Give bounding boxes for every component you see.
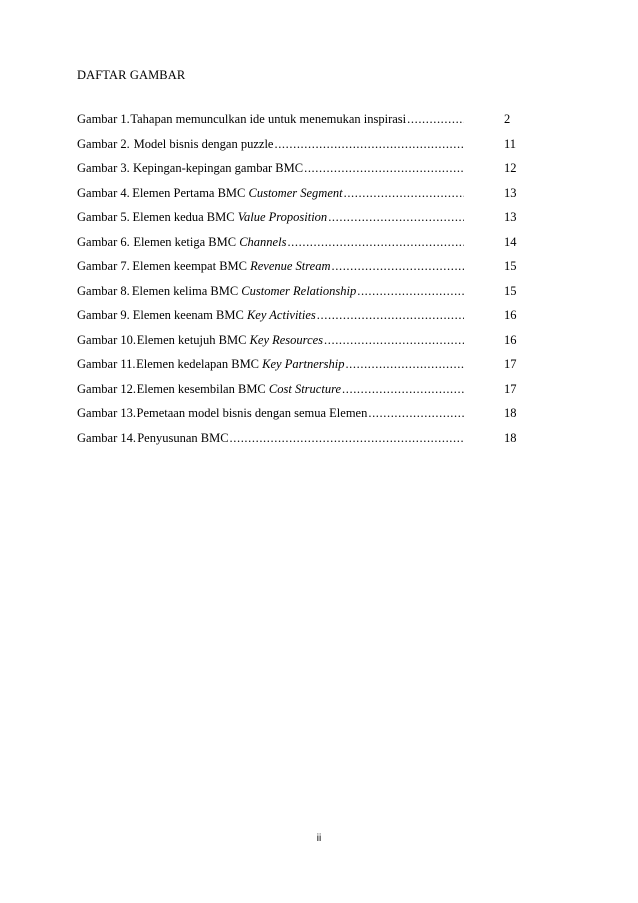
dot-leader [407, 109, 464, 129]
figure-label: Gambar 10. [77, 332, 137, 347]
figure-title [134, 134, 274, 154]
figure-label: Gambar 4. [77, 185, 130, 200]
list-item [77, 379, 517, 404]
figure-title-plain: Elemen kelima BMC [131, 283, 242, 298]
page-number: 16 [504, 332, 517, 347]
dot-leader [287, 232, 464, 252]
entry-text [77, 134, 464, 154]
list-item [77, 183, 517, 208]
page-number: 17 [504, 381, 517, 396]
figure-title [132, 183, 342, 203]
entry-text [77, 379, 464, 399]
list-item [77, 428, 517, 453]
dot-leader [345, 354, 464, 374]
figure-title-plain: Penyusunan BMC [137, 430, 229, 445]
dot-leader [324, 330, 464, 350]
entry-text [77, 428, 464, 448]
list-item [77, 109, 517, 134]
figure-title [133, 207, 328, 227]
dot-leader [317, 305, 464, 325]
entry-text [77, 256, 464, 276]
figure-title-italic: Key Partnership [262, 357, 345, 371]
figure-label: Gambar 5. [77, 210, 130, 224]
figure-title-plain: Elemen kesembilan BMC [136, 381, 269, 396]
figure-label: Gambar 12. [77, 381, 137, 396]
figure-title-plain: Model bisnis dengan puzzle [133, 136, 274, 151]
figure-title-italic: Revenue Stream [250, 259, 331, 273]
dot-leader [274, 134, 464, 154]
figure-title-italic: Cost Structure [268, 381, 342, 396]
page-folio: ii [316, 833, 322, 844]
figure-title-plain: Elemen ketiga BMC [133, 234, 240, 249]
figure-title [137, 379, 341, 399]
entry-text [77, 207, 464, 227]
page-number: 12 [504, 161, 517, 175]
figure-label: Gambar 1. [77, 112, 130, 126]
figure-title [132, 281, 356, 301]
entry-text [77, 403, 464, 423]
entry-text [77, 183, 464, 203]
page-number: 14 [504, 234, 517, 249]
page-number: 15 [504, 283, 517, 298]
list-item [77, 232, 517, 257]
figure-title-italic: Customer Segment [248, 185, 343, 200]
figure-label: Gambar 14. [77, 430, 137, 445]
list-item [77, 256, 517, 281]
dot-leader [368, 403, 464, 423]
list-item [77, 305, 517, 330]
figure-label: Gambar 11. [77, 357, 136, 371]
list-item [77, 134, 517, 159]
figure-label: Gambar 7. [77, 259, 130, 273]
entry-text [77, 305, 464, 325]
dot-leader [328, 207, 464, 227]
entry-text [77, 109, 464, 129]
figure-title-plain: Elemen kedelapan BMC [136, 357, 263, 371]
figure-title [132, 256, 330, 276]
dot-leader [304, 158, 464, 178]
figure-label: Gambar 9. [77, 308, 130, 322]
figure-title [137, 428, 228, 448]
list-item [77, 281, 517, 306]
entry-text [77, 354, 464, 374]
dot-leader [357, 281, 464, 301]
figure-label: Gambar 8. [77, 283, 130, 298]
figure-title [133, 305, 316, 325]
dot-leader [342, 379, 464, 399]
figure-title-italic: Key Activities [246, 308, 316, 322]
page-number: 15 [504, 259, 517, 273]
figure-title-plain: Elemen ketujuh BMC [136, 332, 250, 347]
figure-title [137, 403, 368, 423]
page-number: 13 [504, 185, 517, 200]
figure-title [133, 232, 286, 252]
figure-title-italic: Value Proposition [237, 210, 328, 224]
figure-title [130, 109, 406, 129]
figure-label: Gambar 3. [77, 161, 130, 175]
entry-text [77, 281, 464, 301]
list-item [77, 158, 517, 183]
figure-title [136, 354, 344, 374]
figure-label: Gambar 6. [77, 234, 130, 249]
page-number: 11 [504, 136, 517, 151]
dot-leader [230, 428, 464, 448]
figure-title-italic: Customer Relationship [241, 283, 357, 298]
figure-title-plain: Kepingan-kepingan gambar BMC [132, 161, 304, 175]
figure-title [133, 158, 303, 178]
page-number: 18 [504, 406, 517, 420]
figure-label: Gambar 2. [77, 136, 130, 151]
figure-list [77, 109, 517, 452]
dot-leader [344, 183, 464, 203]
page-title: DAFTAR GAMBAR [77, 68, 186, 82]
entry-text [77, 330, 464, 350]
list-item [77, 354, 517, 379]
figure-title-italic: Key Resources [249, 332, 324, 347]
figure-label: Gambar 13. [77, 406, 137, 420]
figure-title-plain: Pemetaan model bisnis dengan semua Elemen [136, 406, 368, 420]
figure-title-plain: Elemen keempat BMC [132, 259, 251, 273]
figure-title-plain: Elemen keenam BMC [132, 308, 247, 322]
entry-text [77, 232, 464, 252]
page-number: 16 [504, 308, 517, 322]
dot-leader [332, 256, 464, 276]
figure-title-plain: Elemen kedua BMC [132, 210, 238, 224]
figure-title-plain: Tahapan memunculkan ide untuk menemukan inspirasi [130, 112, 407, 126]
page-number: 17 [504, 357, 517, 371]
figure-title [137, 330, 323, 350]
page-number: 13 [504, 210, 517, 224]
page-number: 2 [504, 112, 511, 126]
entry-text [77, 158, 464, 178]
list-item [77, 403, 517, 428]
figure-title-italic: Channels [239, 234, 287, 249]
list-item [77, 330, 517, 355]
figure-title-plain: Elemen Pertama BMC [132, 185, 249, 200]
page-number: 18 [504, 430, 517, 445]
list-item [77, 207, 517, 232]
